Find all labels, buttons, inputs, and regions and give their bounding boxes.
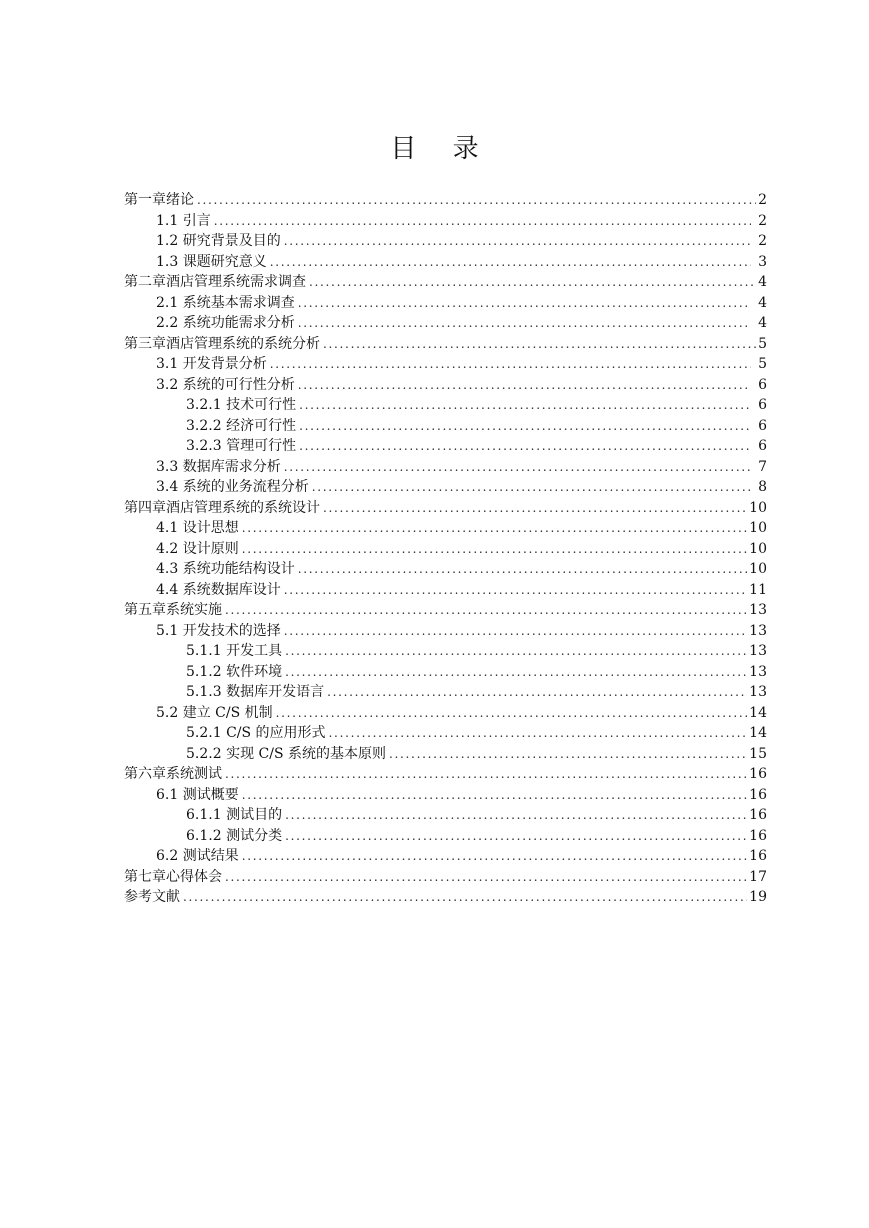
toc-entry[interactable] [124,662,767,683]
toc-entry-page: 7 [758,458,767,475]
toc-dot-leader [285,641,747,662]
toc-entry-page: 17 [749,868,767,885]
toc-entry[interactable] [124,231,767,252]
toc-dot-leader [276,703,748,724]
toc-dot-leader [242,518,747,539]
toc-entry-page: 6 [758,417,767,434]
toc-entry-page: 2 [758,192,767,208]
toc-entry-label: 3.1 开发背景分析 [156,356,267,372]
toc-entry[interactable] [124,703,767,724]
toc-entry-label: 4.1 设计思想 [156,520,239,536]
toc-entry-label: 1.2 研究背景及目的 [156,233,281,249]
toc-entry[interactable] [124,436,767,457]
toc-entry-label: 5.2 建立 C/S 机制 [156,704,273,721]
toc-dot-leader [225,867,747,888]
toc-entry-label: 1.1 引言 [156,212,211,229]
toc-entry-label: 第六章系统测试 [124,766,222,782]
toc-entry-page: 16 [749,807,767,823]
toc-title: 目 录 [390,134,493,164]
toc-entry-page: 5 [758,335,767,352]
toc-dot-leader [270,252,751,273]
toc-entry-label: 6.1.1 测试目的 [186,807,283,823]
toc-dot-leader [299,395,751,416]
toc-dot-leader [299,416,751,437]
toc-entry-label: 5.1 开发技术的选择 [156,622,281,639]
toc-entry-label: 3.2.3 管理可行性 [186,438,297,454]
toc-entry[interactable] [124,559,767,580]
toc-entry-label: 5.2.2 实现 C/S 系统的基本原则 [186,745,386,762]
toc-dot-leader [329,723,748,744]
toc-entry[interactable] [124,641,767,662]
toc-entry-page: 16 [749,848,767,864]
toc-entry[interactable] [124,744,767,765]
toc-entry-label: 5.1.1 开发工具 [186,643,283,659]
toc-entry[interactable] [124,867,767,888]
toc-dot-leader [242,785,747,806]
toc-entry[interactable] [124,190,767,211]
toc-entry-page: 13 [749,684,767,700]
toc-entry[interactable] [124,580,767,601]
toc-entry-page: 16 [749,766,767,782]
toc-entry-page: 2 [758,212,767,229]
toc-entry[interactable] [124,887,767,908]
toc-entry[interactable] [124,805,767,826]
toc-dot-leader [323,334,756,355]
toc-dot-leader [183,887,747,908]
toc-entry-page: 14 [749,725,767,741]
toc-dot-leader [285,826,747,847]
toc-entry-page: 14 [749,704,767,721]
toc-entry-page: 2 [758,233,767,249]
toc-entry-page: 10 [749,540,767,557]
toc-entry-label: 6.2 测试结果 [156,848,239,864]
toc-entry-page: 15 [749,745,767,762]
table-of-contents [124,190,767,908]
toc-dot-leader [327,682,747,703]
toc-entry-page: 8 [758,479,767,495]
toc-entry-page: 6 [758,376,767,393]
toc-dot-leader [242,539,747,560]
toc-entry[interactable] [124,313,767,334]
toc-dot-leader [270,354,751,375]
toc-entry-page: 13 [749,602,767,618]
toc-entry[interactable] [124,334,767,355]
toc-entry-page: 10 [749,520,767,536]
toc-entry-page: 13 [749,643,767,659]
toc-dot-leader [298,293,751,314]
toc-dot-leader [214,211,751,232]
toc-entry[interactable] [124,457,767,478]
toc-entry-label: 3.3 数据库需求分析 [156,458,281,475]
toc-entry[interactable] [124,785,767,806]
toc-entry[interactable] [124,272,767,293]
toc-entry-page: 4 [758,274,767,290]
toc-dot-leader [225,600,747,621]
toc-entry[interactable] [124,395,767,416]
toc-dot-leader [197,190,756,211]
toc-entry-label: 第四章酒店管理系统的系统设计 [124,499,320,516]
toc-entry-label: 2.1 系统基本需求调查 [156,294,295,311]
toc-entry[interactable] [124,539,767,560]
toc-dot-leader [225,764,747,785]
toc-entry-page: 4 [758,294,767,311]
toc-entry-label: 4.2 设计原则 [156,540,239,557]
toc-entry-label: 第五章系统实施 [124,602,222,618]
toc-dot-leader [312,477,751,498]
toc-entry[interactable] [124,846,767,867]
toc-entry[interactable] [124,498,767,519]
toc-dot-leader [309,272,756,293]
toc-entry-label: 5.2.1 C/S 的应用形式 [186,725,326,741]
toc-entry[interactable] [124,826,767,847]
toc-entry-label: 1.3 课题研究意义 [156,253,267,270]
toc-entry-label: 4.3 系统功能结构设计 [156,561,295,577]
toc-entry-label: 5.1.2 软件环境 [186,663,283,680]
toc-dot-leader [298,313,751,334]
toc-entry-label: 3.2.2 经济可行性 [186,417,297,434]
toc-dot-leader [284,231,751,252]
toc-entry-page: 6 [758,397,767,413]
toc-dot-leader [284,457,751,478]
toc-entry[interactable] [124,477,767,498]
toc-entry-page: 13 [749,622,767,639]
toc-entry-page: 3 [758,253,767,270]
toc-entry-label: 6.1.2 测试分类 [186,827,283,844]
toc-dot-leader [284,580,747,601]
toc-entry-label: 3.4 系统的业务流程分析 [156,479,309,495]
toc-entry-label: 2.2 系统功能需求分析 [156,315,295,331]
toc-entry-page: 4 [758,315,767,331]
toc-entry-page: 16 [749,786,767,803]
toc-dot-leader [285,662,747,683]
toc-entry[interactable] [124,354,767,375]
toc-entry-page: 13 [749,663,767,680]
toc-entry-label: 6.1 测试概要 [156,786,239,803]
toc-entry-label: 第三章酒店管理系统的系统分析 [124,335,320,352]
toc-entry[interactable] [124,621,767,642]
toc-dot-leader [284,621,747,642]
toc-entry-label: 3.2 系统的可行性分析 [156,376,295,393]
toc-entry-label: 5.1.3 数据库开发语言 [186,684,325,700]
toc-entry-label: 第一章绪论 [124,192,194,208]
toc-dot-leader [242,846,747,867]
toc-dot-leader [298,559,747,580]
toc-entry[interactable] [124,252,767,273]
toc-entry[interactable] [124,416,767,437]
toc-entry[interactable] [124,600,767,621]
toc-entry[interactable] [124,723,767,744]
toc-entry[interactable] [124,293,767,314]
toc-entry-page: 6 [758,438,767,454]
toc-entry[interactable] [124,518,767,539]
toc-entry-page: 11 [749,581,767,598]
toc-entry-page: 10 [749,561,767,577]
toc-entry-page: 16 [749,827,767,844]
toc-entry[interactable] [124,375,767,396]
toc-entry-label: 参考文献 [124,889,180,905]
toc-entry-label: 4.4 系统数据库设计 [156,581,281,598]
toc-entry-label: 第二章酒店管理系统需求调查 [124,274,306,290]
toc-dot-leader [285,805,747,826]
toc-entry-label: 第七章心得体会 [124,868,222,885]
toc-dot-leader [389,744,747,765]
toc-entry-label: 3.2.1 技术可行性 [186,397,297,413]
toc-entry[interactable] [124,682,767,703]
toc-entry[interactable] [124,211,767,232]
toc-entry[interactable] [124,764,767,785]
toc-entry-page: 19 [749,889,767,905]
toc-entry-page: 10 [749,499,767,516]
toc-dot-leader [323,498,747,519]
toc-dot-leader [298,375,751,396]
toc-entry-page: 5 [758,356,767,372]
toc-dot-leader [299,436,751,457]
